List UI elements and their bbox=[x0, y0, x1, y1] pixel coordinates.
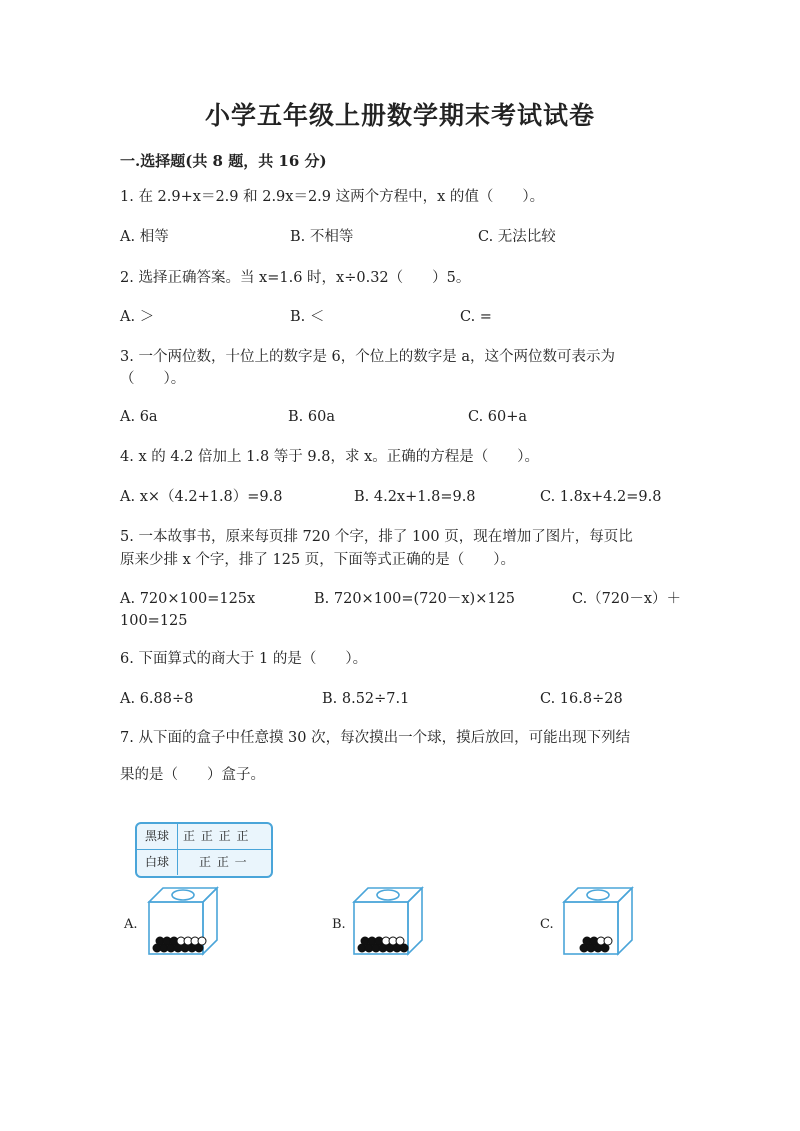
q2-option-a: A. ＞ bbox=[120, 309, 155, 325]
question-5-stem-line-2: 原来少排 x 个字，排了 125 页，下面等式正确的是（ ）。 bbox=[120, 552, 516, 568]
tally-table bbox=[135, 822, 273, 878]
tally-label-white: 白球 bbox=[137, 850, 178, 875]
q4-option-b: B. 4.2x+1.8=9.8 bbox=[354, 489, 476, 505]
q5-option-a: A. 720×100=125x bbox=[120, 591, 256, 607]
question-5-stem-line-1: 5. 一本故事书，原来每页排 720 个字，排了 100 页，现在增加了图片，每页比 bbox=[120, 529, 633, 545]
question-4-stem: 4. x 的 4.2 倍加上 1.8 等于 9.8，求 x。正确的方程是（ ）。 bbox=[120, 449, 539, 465]
q5-option-c-continued: 100=125 bbox=[120, 613, 188, 629]
box-b-label: B. bbox=[332, 917, 346, 932]
q4-option-a: A. x×（4.2+1.8）=9.8 bbox=[120, 489, 283, 505]
q2-option-c: C. = bbox=[460, 309, 492, 325]
q1-option-a: A. 相等 bbox=[120, 229, 169, 245]
q3-option-a: A. 6a bbox=[120, 409, 158, 425]
question-3-stem-line-1: 3. 一个两位数，十位上的数字是 6，个位上的数字是 a，这个两位数可表示为 bbox=[120, 349, 616, 365]
white-ball bbox=[198, 937, 206, 945]
q6-option-c: C. 16.8÷28 bbox=[540, 691, 623, 707]
box-a-balls bbox=[153, 937, 206, 952]
page-title: 小学五年级上册数学期末考试试卷 bbox=[204, 101, 595, 130]
box-c-label: C. bbox=[540, 917, 554, 932]
tally-marks-white: 正 正 一 bbox=[199, 855, 248, 869]
box-a-label: A. bbox=[124, 917, 138, 932]
q6-option-a: A. 6.88÷8 bbox=[120, 691, 194, 707]
q4-option-c: C. 1.8x+4.2=9.8 bbox=[540, 489, 662, 505]
box-c-illustration bbox=[560, 886, 680, 958]
q5-option-b: B. 720×100=(720－x)×125 bbox=[314, 591, 516, 607]
question-7-stem-line-2: 果的是（ ）盒子。 bbox=[120, 767, 265, 783]
q5-option-c: C.（720－x）＋ bbox=[572, 591, 682, 607]
question-6-stem: 6. 下面算式的商大于 1 的是（ ）。 bbox=[120, 651, 368, 667]
tally-row-white bbox=[137, 850, 271, 875]
white-ball bbox=[396, 937, 404, 945]
question-1-stem: 1. 在 2.9+x＝2.9 和 2.9x＝2.9 这两个方程中，x 的值（ ）。 bbox=[120, 189, 545, 205]
tally-label-black: 黑球 bbox=[137, 824, 178, 849]
white-ball bbox=[604, 937, 612, 945]
q1-option-c: C. 无法比较 bbox=[478, 229, 556, 245]
box-b-balls bbox=[358, 937, 408, 952]
q3-option-c: C. 60+a bbox=[468, 409, 528, 425]
q2-option-b: B. ＜ bbox=[290, 309, 325, 325]
box-c-balls bbox=[580, 937, 612, 952]
question-2-stem: 2. 选择正确答案。当 x=1.6 时，x÷0.32（ ）5。 bbox=[120, 270, 471, 286]
q6-option-b: B. 8.52÷7.1 bbox=[322, 691, 410, 707]
question-3-stem-line-2: （ ）。 bbox=[120, 371, 186, 387]
question-7-stem-line-1: 7. 从下面的盒子中任意摸 30 次，每次摸出一个球，摸后放回，可能出现下列结 bbox=[120, 730, 631, 746]
tally-row-black bbox=[137, 824, 271, 850]
q1-option-b: B. 不相等 bbox=[290, 229, 354, 245]
box-a-illustration bbox=[145, 886, 265, 958]
section-heading: 一.选择题(共 8 题，共 16 分) bbox=[120, 152, 327, 170]
tally-marks-black: 正 正 正 正 bbox=[183, 829, 250, 843]
q3-option-b: B. 60a bbox=[288, 409, 335, 425]
box-b-illustration bbox=[350, 886, 470, 958]
